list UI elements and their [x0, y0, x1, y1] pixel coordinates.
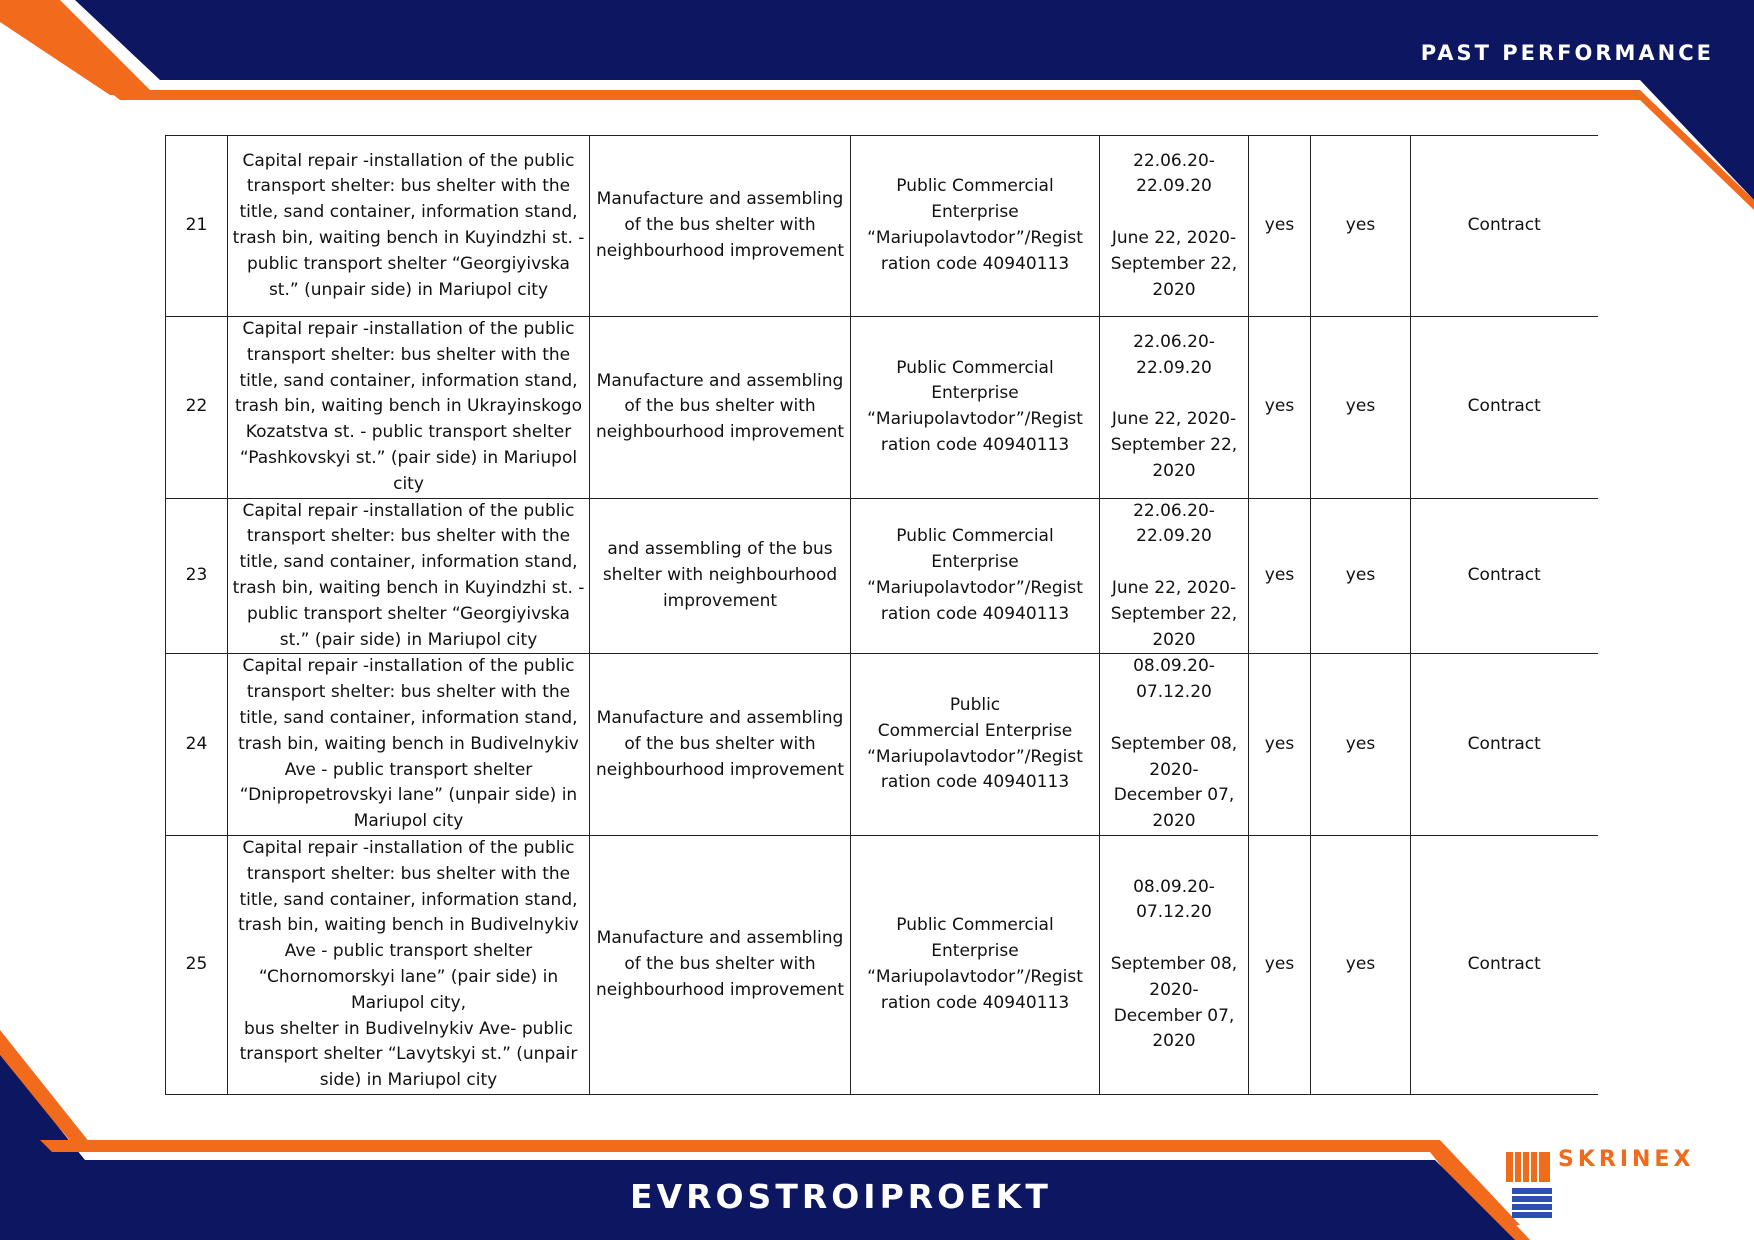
object-description: Capital repair -installation of the public transport shelter: bus shelter with the title, sand container, information stand, trash bin, waiting bench in Kuyindzhi st. - public transport shelter “Georgiyivska st.” (unpair side) in Mariupol city	[228, 136, 590, 317]
period: 22.06.20- 22.09.20 June 22, 2020- September 22, 2020	[1100, 317, 1249, 499]
page-title: PAST PERFORMANCE	[1420, 41, 1714, 65]
table-row	[166, 498, 1598, 654]
document-type: Contract	[1411, 835, 1598, 1094]
object-description: Capital repair -installation of the public transport shelter: bus shelter with the title, sand container, information stand, trash bin, waiting bench in Budivelnykiv Ave - public transport shelter “Dnipropetrovskyi lane” (unpair side) in Mariupol city	[228, 654, 590, 836]
document-type: Contract	[1411, 654, 1598, 836]
yes-col-1: yes	[1249, 317, 1311, 499]
period: 22.06.20- 22.09.20 June 22, 2020- September 22, 2020	[1100, 136, 1249, 317]
table-row	[166, 654, 1598, 836]
logo-line-3: GROUP	[1570, 1195, 1695, 1219]
table-row	[166, 835, 1598, 1094]
table-row	[166, 136, 1598, 317]
work-type: Manufacture and assembling of the bus shelter with neighbourhood improvement	[590, 654, 851, 836]
work-type: Manufacture and assembling of the bus shelter with neighbourhood improvement	[590, 835, 851, 1094]
row-number: 24	[166, 654, 228, 836]
customer: Public Commercial Enterprise “Mariupolavtodor”/Regist ration code 40940113	[851, 317, 1100, 499]
work-type: and assembling of the bus shelter with neighbourhood improvement	[590, 498, 851, 654]
period: 08.09.20- 07.12.20 September 08, 2020- December 07, 2020	[1100, 835, 1249, 1094]
yes-col-1: yes	[1249, 654, 1311, 836]
yes-col-1: yes	[1249, 498, 1311, 654]
row-number: 22	[166, 317, 228, 499]
customer: Public Commercial Enterprise “Mariupolavtodor”/Regist ration code 40940113	[851, 498, 1100, 654]
yes-col-2: yes	[1311, 654, 1411, 836]
company-name: EVROSTROIPROEKT	[630, 1177, 1052, 1216]
yes-col-2: yes	[1311, 317, 1411, 499]
row-number: 21	[166, 136, 228, 317]
object-description: Capital repair -installation of the public transport shelter: bus shelter with the title, sand container, information stand, trash bin, waiting bench in Kuyindzhi st. - public transport shelter “Georgiyivska st.” (pair side) in Mariupol city	[228, 498, 590, 654]
work-type: Manufacture and assembling of the bus shelter with neighbourhood improvement	[590, 136, 851, 317]
period: 08.09.20- 07.12.20 September 08, 2020- December 07, 2020	[1100, 654, 1249, 836]
object-description: Capital repair -installation of the public transport shelter: bus shelter with the title, sand container, information stand, trash bin, waiting bench in Ukrayinskogo Kozatstva st. - public transport shelter “Pashkovskyi st.” (pair side) in Mariupol city	[228, 317, 590, 499]
document-type: Contract	[1411, 317, 1598, 499]
table-row	[166, 317, 1598, 499]
logo-line-1: SKRINEX	[1558, 1147, 1695, 1172]
logo-line-2: DEVELOPER	[1558, 1174, 1689, 1194]
customer: Public Commercial Enterprise “Mariupolavtodor”/Regist ration code 40940113	[851, 654, 1100, 836]
customer: Public Commercial Enterprise “Mariupolavtodor”/Regist ration code 40940113	[851, 136, 1100, 317]
building-icon	[1502, 1148, 1554, 1220]
yes-col-2: yes	[1311, 835, 1411, 1094]
row-number: 25	[166, 835, 228, 1094]
yes-col-1: yes	[1249, 136, 1311, 317]
document-type: Contract	[1411, 136, 1598, 317]
period: 22.06.20- 22.09.20 June 22, 2020- September 22, 2020	[1100, 498, 1249, 654]
work-type: Manufacture and assembling of the bus shelter with neighbourhood improvement	[590, 317, 851, 499]
document-type: Contract	[1411, 498, 1598, 654]
row-number: 23	[166, 498, 228, 654]
customer: Public Commercial Enterprise “Mariupolavtodor”/Regist ration code 40940113	[851, 835, 1100, 1094]
yes-col-2: yes	[1311, 136, 1411, 317]
yes-col-2: yes	[1311, 498, 1411, 654]
object-description: Capital repair -installation of the public transport shelter: bus shelter with the title, sand container, information stand, trash bin, waiting bench in Budivelnykiv Ave - public transport shelter “Chornomorskyi lane” (pair side) in Mariupol city, bus shelter in Budivelnykiv Ave- public transport shelter “Lavytskyi st.” (unpair side) in Mariupol city	[228, 835, 590, 1094]
skrinex-logo	[1502, 1148, 1712, 1220]
yes-col-1: yes	[1249, 835, 1311, 1094]
past-performance-table	[165, 135, 1598, 1095]
